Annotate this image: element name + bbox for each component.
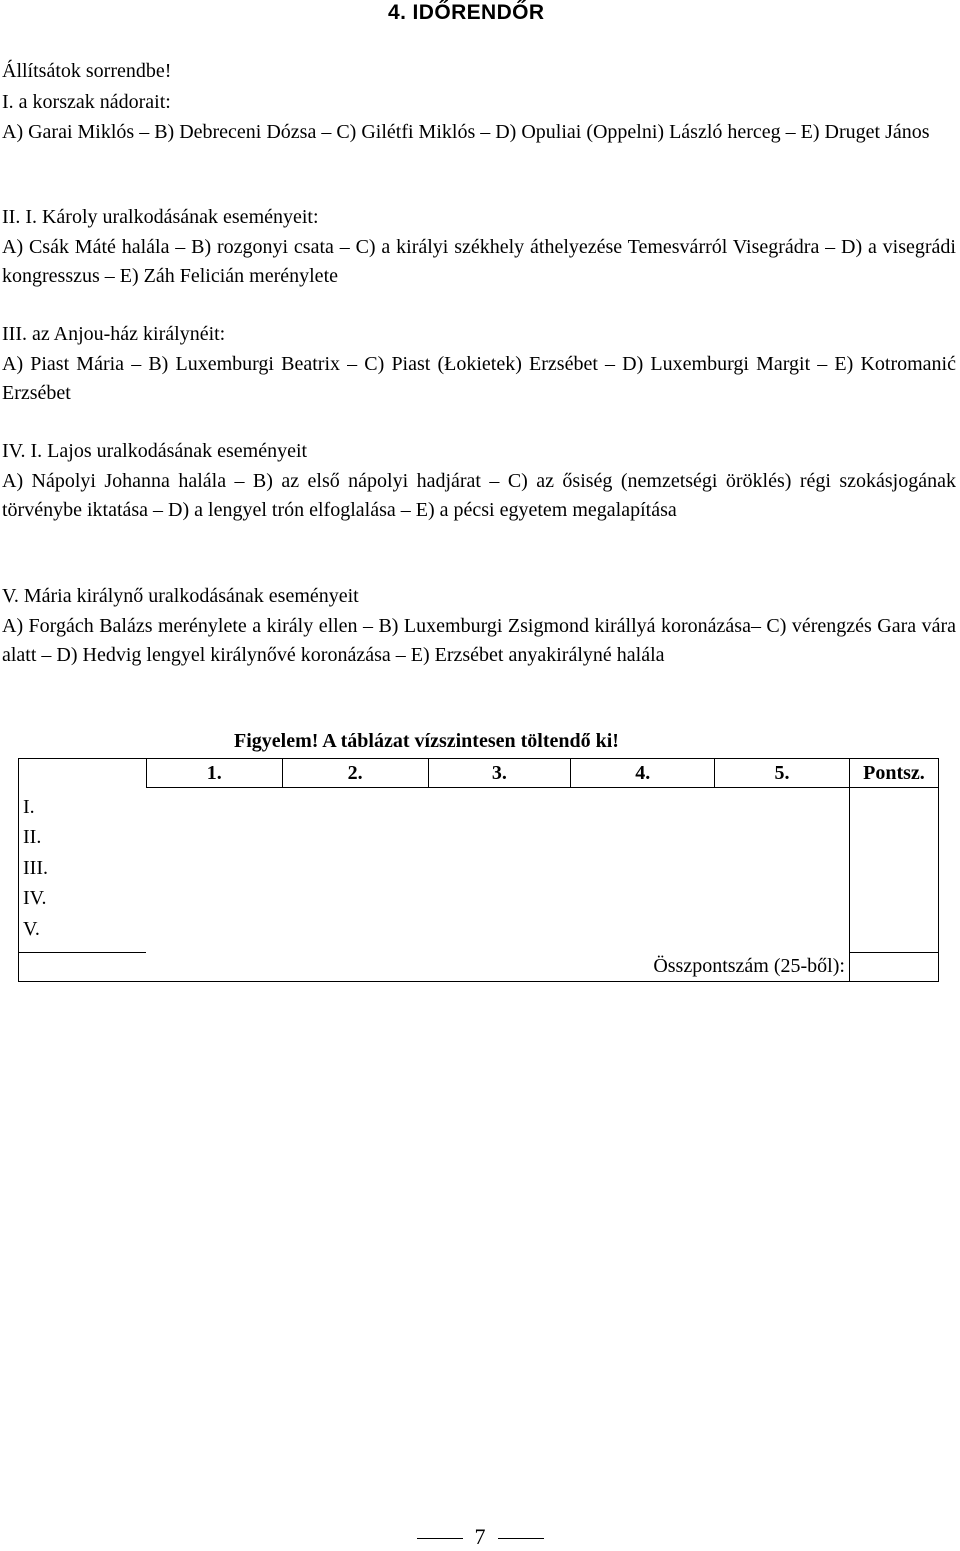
- row-label: I.: [23, 795, 35, 818]
- table-body-row: [19, 788, 939, 953]
- section-1: [2, 88, 956, 147]
- section-options: A) Forgách Balázs merénylete a király ellen – B) Luxemburgi Zsigmond királlyá koronázása– C) vérengzés Gara vára alatt – D) Hedvig lengyel királynővé koronázása – E) Erzsébet anyakirályné halála: [2, 614, 956, 666]
- section-title: III. az Anjou-ház királynéit:: [2, 323, 226, 345]
- table-corner-cell: [19, 759, 147, 788]
- row-label: IV.: [23, 887, 47, 909]
- column-header: 1.: [146, 759, 282, 788]
- section-3: [2, 320, 956, 409]
- section-options: A) Piast Mária – B) Luxemburgi Beatrix – C) Piast (Łokietek) Erzsébet – D) Luxemburgi Margit – E) Kotromanić Erzsébet: [2, 352, 956, 404]
- table-total-row: [19, 952, 939, 981]
- points-cell[interactable]: [849, 788, 938, 953]
- section-options: A) Garai Miklós – B) Debreceni Dózsa – C) Gilétfi Miklós – D) Opuliai (Oppelni) László herceg – E) Druget János: [2, 120, 930, 143]
- section-options: A) Csák Máté halála – B) rozgonyi csata – C) a királyi székhely áthelyezése Temesvárról Visegrádra – D) a visegrádi kongresszus – E) Záh Felicián merénylete: [2, 235, 956, 287]
- table-notice: Figyelem! A táblázat vízszintesen töltendő ki!: [234, 730, 619, 752]
- table-header-row: [19, 759, 939, 788]
- row-label: II.: [23, 826, 42, 848]
- instruction-text: Állítsátok sorrendbe!: [2, 60, 172, 82]
- column-header: 5.: [715, 759, 850, 788]
- footer-dash-right: [498, 1538, 544, 1539]
- page-footer: [0, 1524, 960, 1550]
- total-label: Összpontszám (25-ből):: [19, 952, 850, 981]
- column-header: 3.: [428, 759, 571, 788]
- answer-area[interactable]: [146, 788, 849, 953]
- column-header: 4.: [571, 759, 715, 788]
- section-2: [2, 203, 956, 292]
- column-header: 2.: [282, 759, 428, 788]
- answer-table: [18, 758, 939, 982]
- total-points-cell[interactable]: [849, 952, 938, 981]
- section-title: II. I. Károly uralkodásának eseményeit:: [2, 206, 319, 228]
- section-4: [2, 437, 956, 526]
- page-number: 7: [474, 1524, 486, 1549]
- footer-dash-left: [417, 1538, 463, 1539]
- section-5: [2, 582, 956, 671]
- column-header-points: Pontsz.: [849, 759, 938, 788]
- page-heading: 4. IDŐRENDŐR: [388, 1, 545, 24]
- row-labels-cell: [19, 788, 147, 953]
- section-title: I. a korszak nádorait:: [2, 91, 171, 113]
- section-title: IV. I. Lajos uralkodásának eseményeit: [2, 440, 308, 462]
- row-label: III.: [23, 856, 48, 879]
- section-options: A) Nápolyi Johanna halála – B) az első nápolyi hadjárat – C) az ősiség (nemzetségi öröklés) régi szokásjogának törvénybe iktatása – D) a lengyel trón elfoglalása – E) a pécsi egyetem megalapítása: [2, 469, 956, 521]
- section-title: V. Mária királynő uralkodásának eseményeit: [2, 585, 359, 607]
- row-label: V.: [23, 917, 40, 940]
